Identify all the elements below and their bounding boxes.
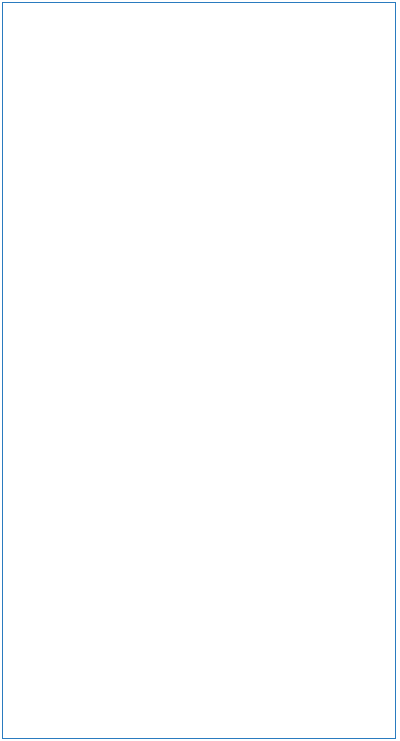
comparison-table: [2, 2, 396, 739]
